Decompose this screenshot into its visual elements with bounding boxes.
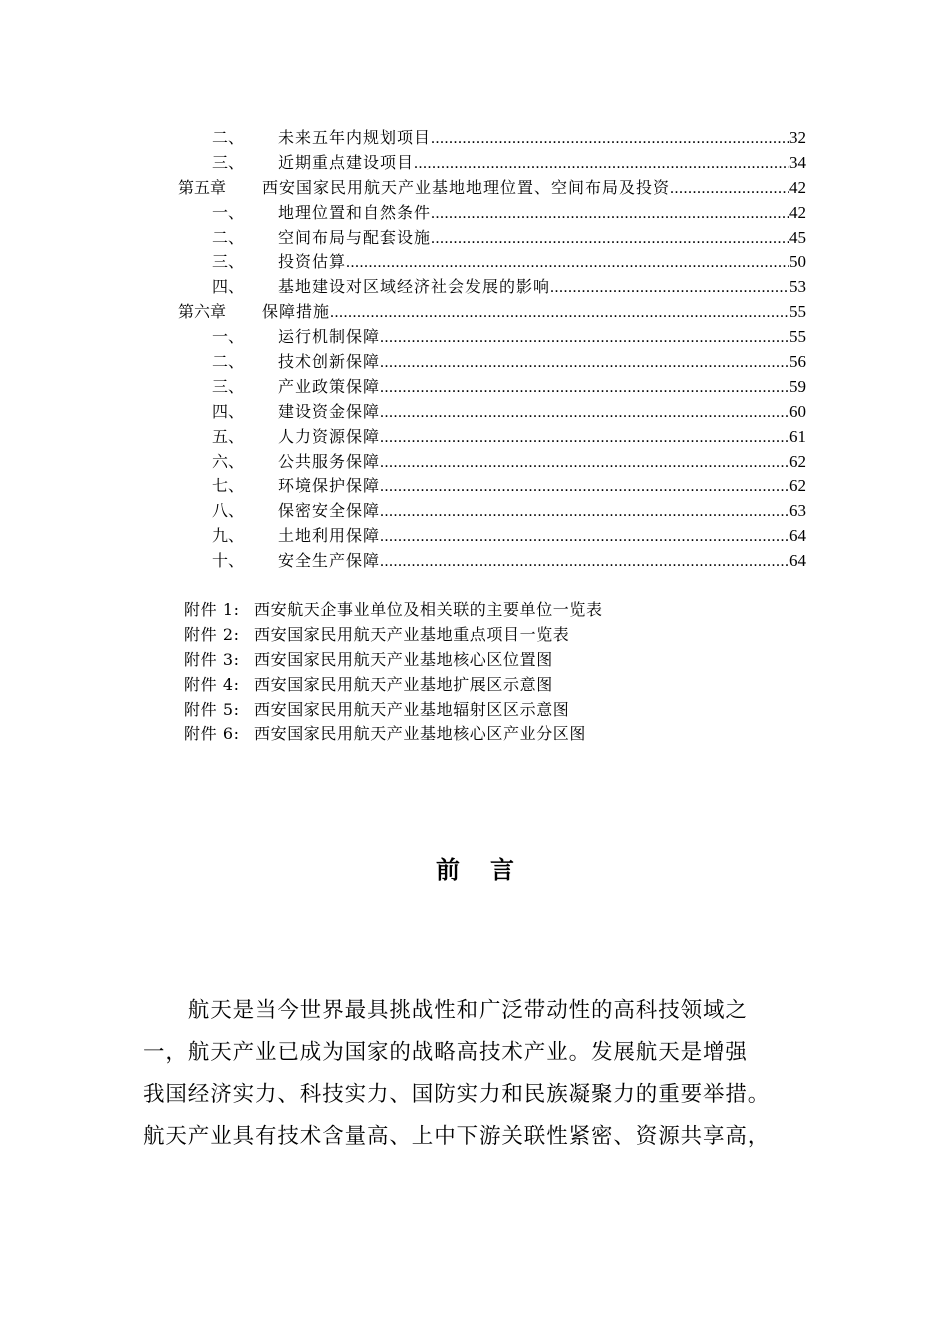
toc-entry[interactable] bbox=[178, 250, 806, 275]
attachment-item bbox=[184, 623, 784, 648]
toc-entry-page: 55 bbox=[789, 302, 806, 322]
toc-entry-title: 人力资源保障 bbox=[278, 426, 381, 446]
toc-entry[interactable] bbox=[178, 499, 806, 524]
toc-dot-leader bbox=[380, 475, 789, 500]
toc-entry-page: 64 bbox=[789, 551, 806, 571]
body-paragraph bbox=[143, 990, 823, 1158]
attachment-item bbox=[184, 648, 784, 673]
toc-entry-page: 53 bbox=[789, 277, 806, 297]
toc-chapter-entry[interactable] bbox=[178, 176, 806, 201]
paragraph-line: 航天是当今世界最具挑战性和广泛带动性的高科技领域之 bbox=[143, 998, 748, 1023]
toc-entry[interactable] bbox=[178, 201, 806, 226]
toc-entry[interactable] bbox=[178, 375, 806, 400]
toc-entry[interactable] bbox=[178, 325, 806, 350]
toc-dot-leader bbox=[550, 276, 789, 301]
toc-entry-number: 七、 bbox=[212, 476, 245, 496]
toc-entry-page: 64 bbox=[789, 526, 806, 546]
toc-dot-leader bbox=[380, 401, 789, 426]
toc-dot-leader bbox=[431, 227, 789, 252]
toc-entry-number: 三、 bbox=[212, 152, 245, 172]
attachment-label: 附件 3: bbox=[184, 649, 240, 669]
toc-entry-number: 八、 bbox=[212, 501, 245, 521]
toc-entry-page: 62 bbox=[789, 476, 806, 496]
toc-entry-number: 五、 bbox=[212, 426, 245, 446]
toc-entry-page: 42 bbox=[789, 177, 806, 197]
toc-entry-title: 地理位置和自然条件 bbox=[278, 202, 432, 222]
toc-entry-page: 59 bbox=[789, 376, 806, 396]
toc-entry-number: 六、 bbox=[212, 451, 245, 471]
attachment-text: 西安国家民用航天产业基地扩展区示意图 bbox=[254, 674, 553, 694]
toc-dot-leader bbox=[431, 127, 789, 152]
paragraph-line: 航天产业具有技术含量高、上中下游关联性紧密、资源共享高， bbox=[143, 1124, 771, 1149]
paragraph-line: 一，航天产业已成为国家的战略高技术产业。发展航天是增强 bbox=[143, 1040, 748, 1065]
attachment-list bbox=[184, 598, 784, 747]
toc-chapter-entry[interactable] bbox=[178, 300, 806, 325]
attachment-text: 西安航天企事业单位及相关联的主要单位一览表 bbox=[254, 600, 603, 619]
toc-entry-title: 基地建设对区域经济社会发展的影响 bbox=[278, 277, 551, 297]
toc-entry[interactable] bbox=[178, 549, 806, 574]
toc-dot-leader bbox=[431, 202, 789, 227]
toc-entry[interactable] bbox=[178, 151, 806, 176]
toc-entry-number: 二、 bbox=[212, 128, 245, 147]
toc-entry[interactable] bbox=[178, 524, 806, 549]
toc-dot-leader bbox=[380, 451, 789, 476]
attachment-label: 附件 4: bbox=[184, 674, 240, 694]
toc-entry-page: 45 bbox=[789, 227, 806, 247]
toc-dot-leader bbox=[670, 177, 789, 202]
attachment-item bbox=[184, 698, 784, 723]
toc-entry-number: 四、 bbox=[212, 401, 245, 421]
toc-entry[interactable] bbox=[178, 425, 806, 450]
toc-dot-leader bbox=[380, 426, 789, 451]
toc-chapter-number: 第五章 bbox=[178, 177, 227, 197]
table-of-contents bbox=[178, 126, 806, 574]
toc-entry-page: 32 bbox=[789, 128, 806, 147]
toc-entry-number: 三、 bbox=[212, 252, 245, 272]
attachment-text: 西安国家民用航天产业基地核心区位置图 bbox=[254, 649, 553, 669]
attachment-text: 西安国家民用航天产业基地核心区产业分区图 bbox=[254, 724, 587, 744]
attachment-text: 西安国家民用航天产业基地重点项目一览表 bbox=[254, 624, 570, 644]
attachment-label: 附件 1: bbox=[184, 600, 240, 619]
toc-entry-page: 50 bbox=[789, 252, 806, 272]
toc-entry[interactable] bbox=[178, 450, 806, 475]
attachment-label: 附件 2: bbox=[184, 624, 240, 644]
toc-dot-leader bbox=[380, 326, 789, 351]
toc-entry-title: 环境保护保障 bbox=[278, 476, 381, 496]
attachment-item bbox=[184, 722, 784, 747]
toc-entry-number: 三、 bbox=[212, 376, 245, 396]
paragraph-line: 我国经济实力、科技实力、国防实力和民族凝聚力的重要举措。 bbox=[143, 1082, 771, 1107]
toc-entry-title: 保密安全保障 bbox=[278, 501, 381, 521]
toc-dot-leader bbox=[380, 500, 789, 525]
toc-entry-page: 55 bbox=[789, 327, 806, 347]
toc-chapter-number: 第六章 bbox=[178, 302, 227, 322]
toc-entry[interactable] bbox=[178, 400, 806, 425]
toc-entry-page: 60 bbox=[789, 401, 806, 421]
toc-entry[interactable] bbox=[178, 350, 806, 375]
toc-entry-number: 二、 bbox=[212, 227, 245, 247]
toc-entry-title: 土地利用保障 bbox=[278, 526, 381, 546]
toc-entry-title: 投资估算 bbox=[278, 252, 347, 272]
toc-entry[interactable] bbox=[178, 474, 806, 499]
toc-entry-number: 一、 bbox=[212, 202, 245, 222]
attachment-text: 西安国家民用航天产业基地辐射区区示意图 bbox=[254, 699, 570, 719]
toc-chapter-title: 保障措施 bbox=[262, 302, 331, 322]
toc-chapter-title: 西安国家民用航天产业基地地理位置、空间布局及投资 bbox=[262, 177, 671, 197]
toc-entry-title: 技术创新保障 bbox=[278, 352, 381, 372]
attachment-label: 附件 5: bbox=[184, 699, 240, 719]
toc-entry-title: 建设资金保障 bbox=[278, 401, 381, 421]
attachment-item bbox=[184, 598, 784, 623]
toc-entry-page: 61 bbox=[789, 426, 806, 446]
toc-entry-number: 一、 bbox=[212, 327, 245, 347]
toc-dot-leader bbox=[380, 351, 789, 376]
attachment-item bbox=[184, 673, 784, 698]
toc-entry-page: 42 bbox=[789, 202, 806, 222]
toc-entry-title: 公共服务保障 bbox=[278, 451, 381, 471]
attachment-label: 附件 6: bbox=[184, 724, 240, 744]
toc-entry-title: 安全生产保障 bbox=[278, 551, 381, 571]
section-heading: 前言 bbox=[436, 856, 544, 884]
toc-entry[interactable] bbox=[178, 126, 806, 151]
toc-entry-title: 未来五年内规划项目 bbox=[278, 128, 432, 147]
toc-entry-number: 四、 bbox=[212, 277, 245, 297]
toc-dot-leader bbox=[414, 152, 789, 177]
toc-entry-page: 34 bbox=[789, 152, 806, 172]
toc-entry-number: 九、 bbox=[212, 526, 245, 546]
toc-entry[interactable] bbox=[178, 226, 806, 251]
toc-entry[interactable] bbox=[178, 275, 806, 300]
toc-dot-leader bbox=[380, 525, 789, 550]
toc-entry-page: 63 bbox=[789, 501, 806, 521]
toc-entry-title: 产业政策保障 bbox=[278, 376, 381, 396]
toc-entry-title: 近期重点建设项目 bbox=[278, 152, 415, 172]
toc-entry-number: 二、 bbox=[212, 352, 245, 372]
toc-entry-page: 56 bbox=[789, 352, 806, 372]
toc-entry-title: 运行机制保障 bbox=[278, 327, 381, 347]
toc-entry-number: 十、 bbox=[212, 551, 245, 571]
toc-dot-leader bbox=[346, 251, 789, 276]
toc-dot-leader bbox=[380, 550, 789, 575]
toc-entry-page: 62 bbox=[789, 451, 806, 471]
toc-entry-title: 空间布局与配套设施 bbox=[278, 227, 432, 247]
toc-dot-leader bbox=[380, 376, 789, 401]
toc-dot-leader bbox=[330, 301, 789, 326]
